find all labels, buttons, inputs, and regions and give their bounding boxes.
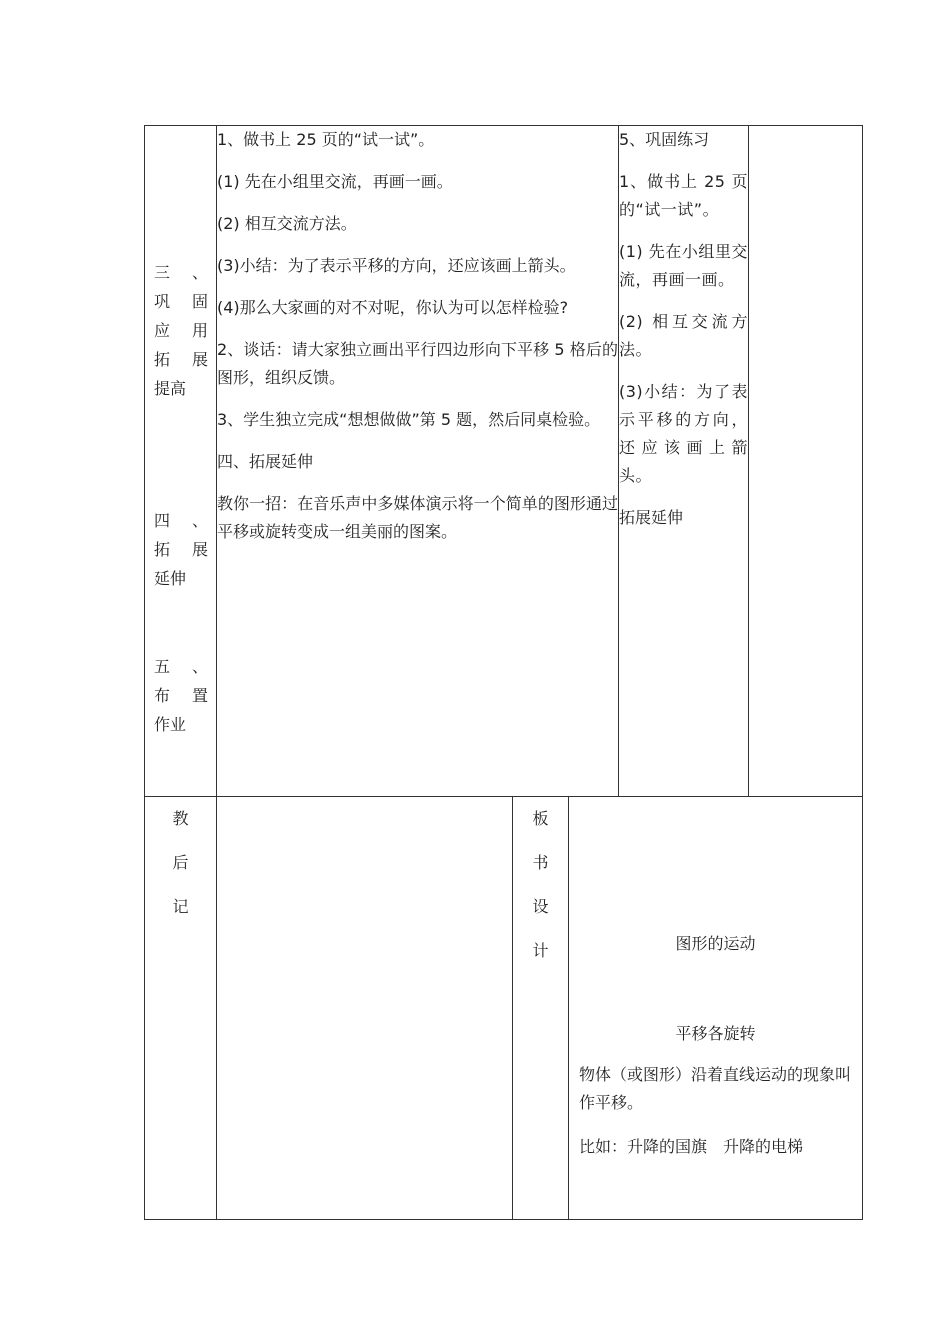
side-item: 拓展延伸 — [619, 508, 684, 527]
main-item: (1) 先在小组里交流，再画一画。 — [217, 172, 453, 191]
teaching-process-column — [217, 126, 619, 797]
main-item: 3、学生独立完成“想想做做”第 5 题，然后同桌检验。 — [217, 410, 601, 429]
side-item: 1、做书上 25 页的“试一试”。 — [619, 172, 748, 219]
main-item: (3)小结：为了表示平移的方向，还应该画上箭头。 — [217, 256, 576, 275]
board-example: 比如：升降的国旗 升降的电梯 — [579, 1137, 804, 1156]
side-item: (1) 先在小组里交流，再画一画。 — [619, 242, 748, 289]
phase-consolidate: 三 、 巩 固 应 用 拓 展 提高 — [154, 263, 208, 398]
phase-column — [145, 126, 217, 797]
main-item: 2、谈话：请大家独立画出平行四边形向下平移 5 格后的图形，组织反馈。 — [217, 340, 618, 387]
main-item: (2) 相互交流方法。 — [217, 214, 357, 233]
phase-extend: 四 、 拓 展 延伸 — [154, 511, 208, 588]
main-item: 教你一招：在音乐声中多媒体演示将一个简单的图形通过平移或旋转变成一组美丽的图案。 — [217, 494, 618, 541]
board-design-content — [569, 797, 863, 1220]
board-title: 图形的运动 — [675, 934, 756, 953]
board-subtitle: 平移各旋转 — [675, 1024, 756, 1043]
main-item: 四、拓展延伸 — [217, 452, 314, 471]
side-item: (3)小结：为了表示平移的方向，还应该画上箭头。 — [619, 382, 748, 485]
phase-homework: 五 、 布 置 作业 — [154, 657, 208, 734]
afterword-content — [217, 797, 513, 1220]
main-item: (4)那么大家画的对不对呢，你认为可以怎样检验? — [217, 298, 569, 317]
side-item: (2) 相互交流方法。 — [619, 312, 748, 359]
notes-column — [749, 126, 863, 797]
lesson-steps-table — [144, 125, 863, 797]
board-definition: 物体（或图形）沿着直线运动的现象叫作平移。 — [579, 1065, 852, 1112]
afterword-board-table — [144, 797, 863, 1220]
afterword-label: 教 后 记 — [145, 797, 217, 1220]
board-design-label: 板 书 设 计 — [513, 797, 569, 1220]
side-item: 5、巩固练习 — [619, 130, 710, 149]
main-item: 1、做书上 25 页的“试一试”。 — [217, 130, 435, 149]
student-activity-column — [619, 126, 749, 797]
